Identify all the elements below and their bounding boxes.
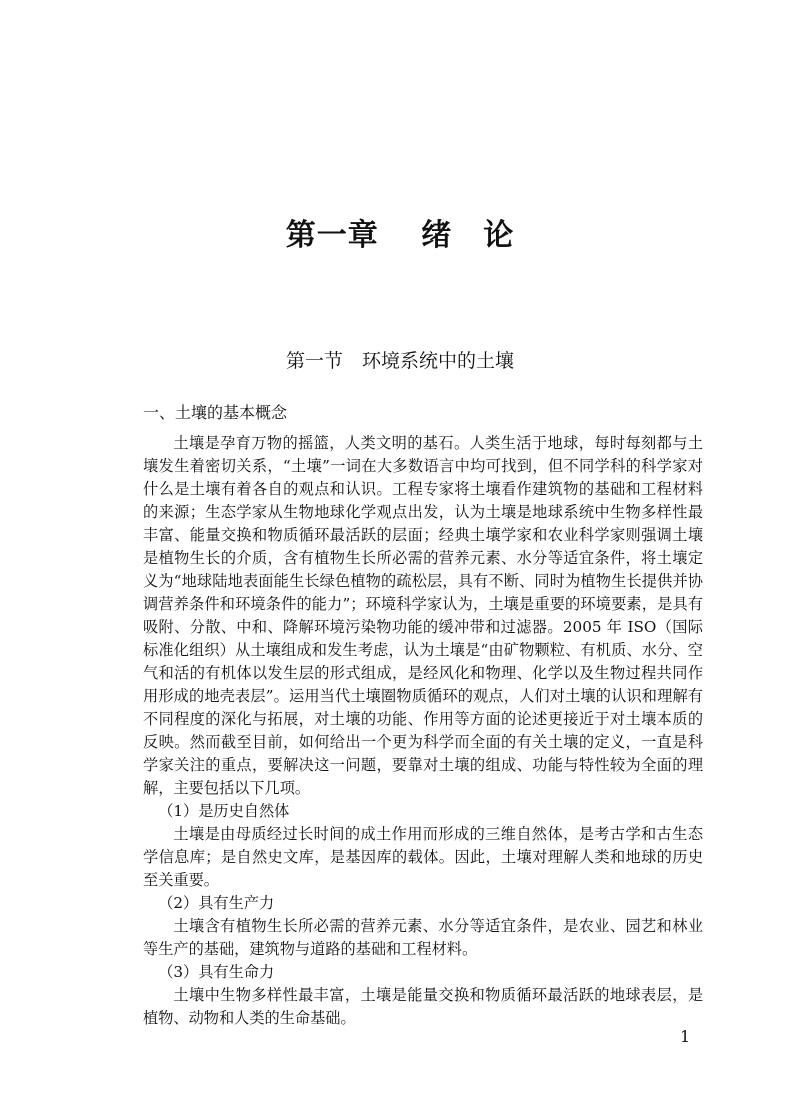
page-number: 1 [680, 1027, 691, 1046]
chapter-title: 第一章 绪 论 [285, 218, 515, 253]
item-1-body: 土壤是由母质经过长时间的成土作用而形成的三维自然体，是考古学和古生态学信息库；是自然史文库，是基因库的载体。因此，土壤对理解人类和地球的历史至关重要。 [143, 825, 703, 889]
item-3-body: 土壤中生物多样性最丰富，土壤是能量交换和物质循环最活跃的地球表层，是植物、动物和人类的生命基础。 [143, 986, 703, 1027]
item-1-heading: （1）是历史自然体 [158, 802, 290, 820]
subsection-title: 一、土壤的基本概念 [143, 403, 288, 422]
item-2-heading: （2）具有生产力 [158, 894, 275, 912]
item-2-body: 土壤含有植物生长所必需的营养元素、水分等适宜条件，是农业、园艺和林业等生产的基础，建筑物与道路的基础和工程材料。 [143, 917, 703, 958]
item-3-heading: （3）具有生命力 [158, 963, 275, 981]
body-text [143, 432, 703, 1030]
section-title: 第一节 环境系统中的土壤 [285, 350, 514, 372]
intro-paragraph: 土壤是孕育万物的摇篮，人类文明的基石。人类生活于地球，每时每刻都与土壤发生着密切关系，“土壤”一词在大多数语言中均可找到，但不同学科的科学家对什么是土壤有着各自的观点和认识。工程专家将土壤看作建筑物的基础和工程材料的来源；生态学家从生物地球化学观点出发，认为土壤是地球系统中生物多样性最丰富、能量交换和物质循环最活跃的层面；经典土壤学家和农业科学家则强调土壤是植物生长的介质，含有植物生长所必需的营养元素、水分等适宜条件，将土壤定义为“地球陆地表面能生长绿色植物的疏松层，具有不断、同时为植物生长提供并协调营养条件和环境条件的能力”；环境科学家认为，土壤是重要的环境要素，是具有吸附、分散、中和、降解环境污染物功能的缓冲带和过滤器。2005 年 ISO（国际标准化组织）从土壤组成和发生考虑，认为土壤是“由矿物颗粒、有机质、水分、空气和活的有机体以发生层的形式组成，是经风化和物理、化学以及生物过程共同作用形成的地壳表层”。运用当代土壤圈物质循环的观点，人们对土壤的认识和理解有不同程度的深化与拓展，对土壤的功能、作用等方面的论述更接近于对土壤本质的反映。然而截至目前，如何给出一个更为科学而全面的有关土壤的定义，一直是科学家关注的重点，要解决这一问题，要靠对土壤的组成、功能与特性较为全面的理解，主要包括以下几项。 [143, 434, 703, 797]
